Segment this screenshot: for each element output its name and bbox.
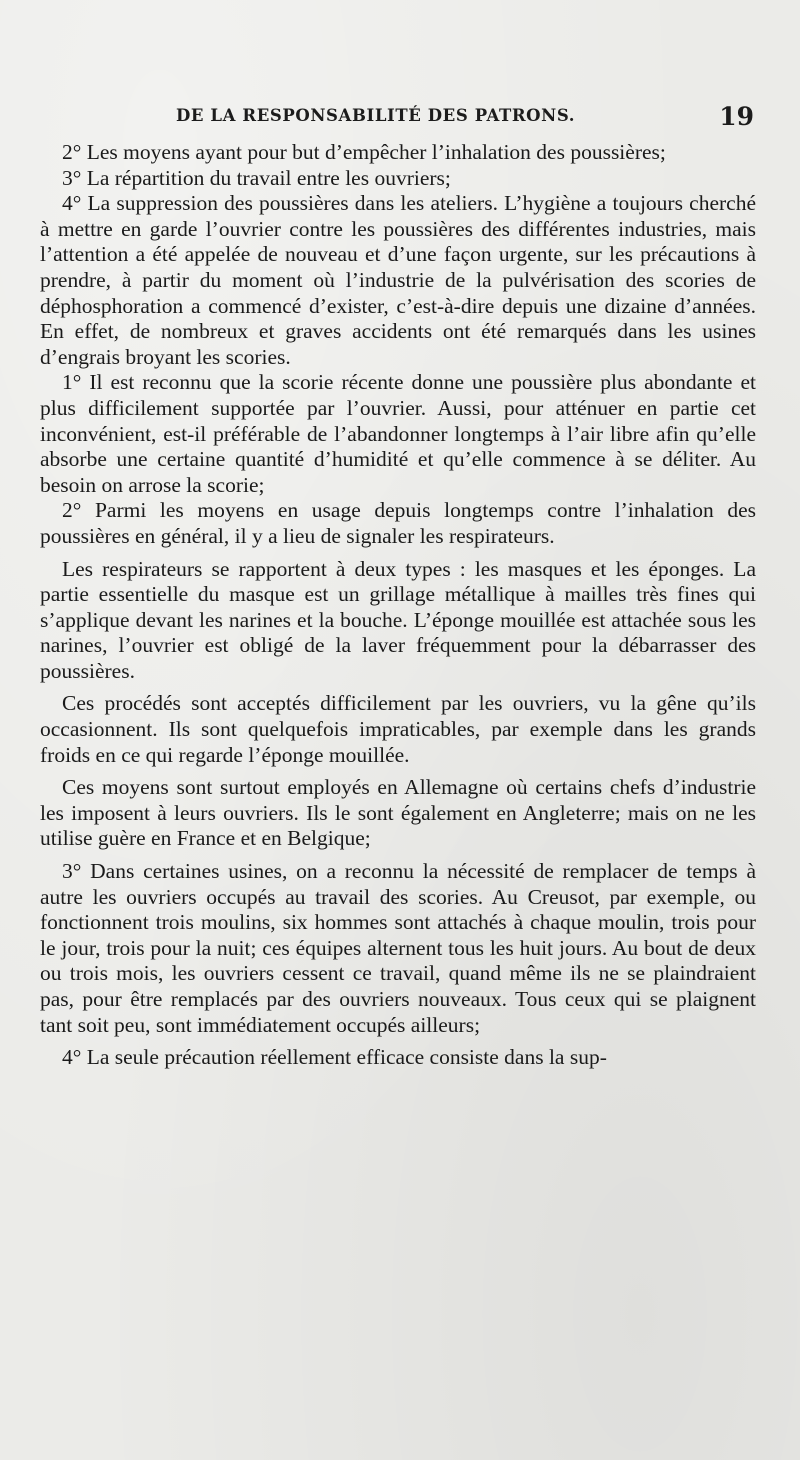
paragraph: 4° La seule précaution réellement efficace consiste dans la sup- [62,1045,607,1070]
paragraph: 2° Les moyens ayant pour but d’empêcher l’inhalation des poussières; [62,140,666,164]
paragraph: 2° Parmi les moyens en usage depuis longtemps contre l’inhalation des poussières en général, il y a lieu de signaler les respirateurs. [40,498,756,548]
running-title: DE LA RESPONSABILITÉ DES PATRONS. [176,106,576,125]
page-header [176,102,766,142]
paragraph: Les respirateurs se rapportent à deux types : les masques et les éponges. La partie essentielle du masque est un grillage métallique à mailles très fines qui s’applique devant les narines et la bouche. L’éponge mouillée est attachée sous les narines, l’ouvrier est obligé de la laver fréquemment pour la débarrasser des poussières. [40,556,756,683]
page-number: 19 [719,102,754,131]
paragraph: Ces procédés sont acceptés difficilement par les ouvriers, vu la gêne qu’ils occasionnent. Ils sont quelquefois impraticables, par exemple dans les grands froids en ce qui regarde l’éponge mouillée. [40,691,756,767]
paragraph: 4° La suppression des poussières dans les ateliers. L’hygiène a toujours cherché à mettre en garde l’ouvrier contre les poussières des différentes industries, mais l’attention a été appelée de nouveau et d’une façon urgente, sur les précautions à prendre, à partir du moment où l’industrie de la pulvérisation des scories de déphosphoration a commencé d’exister, c’est-à-dire depuis une dizaine d’années. En effet, de nombreux et graves accidents ont été remarqués dans les usines d’engrais broyant les scories. [40,191,756,369]
body-text [40,140,756,1071]
paragraph: Ces moyens sont surtout employés en Allemagne où certains chefs d’industrie les imposent à leurs ouvriers. Ils le sont également en Angleterre; mais on ne les utilise guère en France et en Belgique; [40,775,756,851]
paragraph: 3° Dans certaines usines, on a reconnu la nécessité de remplacer de temps à autre les ouvriers occupés au travail des scories. Au Creusot, par exemple, ou fonctionnent trois moulins, six hommes sont attachés à chaque moulin, trois pour le jour, trois pour la nuit; ces équipes alternent tous les huit jours. Au bout de deux ou trois mois, les ouvriers cessent ce travail, quand même ils ne se plaindraient pas, pour être remplacés par des ouvriers nouveaux. Tous ceux qui se plaignent tant soit peu, sont immédiatement occupés ailleurs; [40,859,756,1037]
paragraph: 3° La répartition du travail entre les ouvriers; [62,165,451,190]
paragraph: 1° Il est reconnu que la scorie récente donne une poussière plus abondante et plus difficilement supportée par l’ouvrier. Aussi, pour atténuer en partie cet inconvénient, est-il préférable de l’abandonner longtemps à l’air libre afin qu’elle absorbe une certaine quantité d’humidité et qu’elle commence à se déliter. Au besoin on arrose la scorie; [40,370,756,497]
